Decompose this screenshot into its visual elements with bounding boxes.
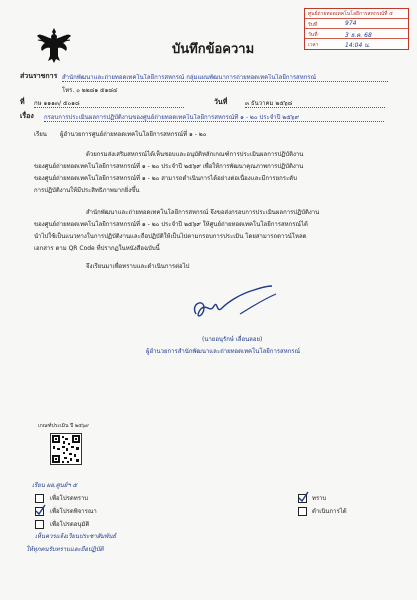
- p2-line-4: เอกสาร ตาม QR Code ที่ปรากฏในหนังสือฉบับนี้: [34, 245, 160, 252]
- option-consider: เพื่อโปรดพิจารณา: [50, 508, 97, 515]
- p2-line-2: ของศูนย์ถ่ายทอดเทคโนโลยีการสหกรณ์ที่ ๑ - ๒๐ ประจำปี ๒๕๖๙ ให้ศูนย์ถ่ายทอดเทคโนโลยีการสหกรณ์ได้: [34, 221, 308, 228]
- stamp-value-date: 3 ธ.ค. 68: [345, 32, 372, 39]
- option-noted: ทราบ: [312, 495, 327, 502]
- p2-line-3: นำไปใช้เป็นแนวทางในการปฏิบัติงานและถือปฏิบัติให้เป็นไปตามกรอบการประเมิน โดยสามารถดาวน์โหลด: [34, 233, 307, 240]
- stamp-value-received: 974: [345, 20, 357, 27]
- date-label: วันที่: [214, 98, 228, 106]
- routing-to: เรียน ผอ.ศูนย์ฯ ๕: [32, 482, 78, 489]
- signer-name: (นายอนุรักษ์ เลื่อนลอย): [202, 336, 263, 343]
- p1-line-1: ด้วยกรมส่งเสริมสหกรณ์ได้เห็นชอบและอนุมัติหลักเกณฑ์การประเมินผลการปฏิบัติงาน: [86, 151, 304, 158]
- stamp-label-received: รับที่: [308, 22, 318, 28]
- option-acknowledge: เพื่อโปรดทราบ: [50, 495, 89, 502]
- option-approve: เพื่อโปรดอนุมัติ: [50, 521, 90, 528]
- receipt-stamp: [304, 8, 409, 50]
- garuda-emblem-icon: [36, 26, 72, 64]
- stamp-org: ศูนย์ถ่ายทอดเทคโนโลยีการสหกรณ์ที่ ๕: [308, 11, 393, 17]
- memo-title: บันทึกข้อความ: [172, 42, 255, 57]
- checkbox-approve[interactable]: [35, 520, 44, 529]
- agency-value: สำนักพัฒนาและถ่ายทอดเทคโนโลยีการสหกรณ์ กลุ่มแผนพัฒนาการถ่ายทอดเทคโนโลยีการสหกรณ์: [62, 74, 388, 82]
- p2-line-1: สำนักพัฒนาและถ่ายทอดเทคโนโลยีการสหกรณ์ จึงขอส่งกรอบการประเมินผลการปฏิบัติงาน: [86, 209, 320, 216]
- handwritten-signature: [180, 284, 300, 334]
- option-proceed: ดำเนินการได้: [312, 508, 347, 515]
- agency-phone: โทร. ๐ ๒๒๘๑ ๕๑๘๔: [62, 87, 118, 94]
- subject-label: เรื่อง: [20, 112, 34, 120]
- routing-note-1: เห็นควรแจ้งเวียนประชาสัมพันธ์: [35, 533, 117, 540]
- check-mark-icon: [34, 504, 46, 516]
- p1-line-2: ของศูนย์ถ่ายทอดเทคโนโลยีการสหกรณ์ที่ ๑ - ๒๐ ประจำปี ๒๕๖๙ เพื่อให้การพัฒนาคุณภาพการปฏิบัติงาน: [34, 163, 304, 170]
- salutation-label: เรียน: [34, 131, 47, 138]
- check-mark-icon: [297, 491, 309, 503]
- stamp-label-date: วันที่: [308, 32, 318, 38]
- stamp-value-time: 14:04 น.: [345, 42, 371, 49]
- p1-line-4: การปฏิบัติงานให้มีประสิทธิภาพมากยิ่งขึ้น: [34, 187, 140, 194]
- signer-position: ผู้อำนวยการสำนักพัฒนาและถ่ายทอดเทคโนโลยีการสหกรณ์: [146, 348, 301, 355]
- p1-line-3: ของศูนย์ถ่ายทอดเทคโนโลยีการสหกรณ์ที่ ๑ - ๒๐ สามารถดำเนินการได้อย่างต่อเนื่องและมีการยกระดับ: [34, 175, 297, 182]
- date-value: ๓ ธันวาคม ๒๕๖๘: [245, 100, 385, 108]
- salutation-value: ผู้อำนวยการศูนย์ถ่ายทอดเทคโนโลยีการสหกรณ์ที่ ๑ - ๒๐: [60, 131, 207, 138]
- checkbox-proceed[interactable]: [298, 507, 307, 516]
- closing: จึงเรียนมาเพื่อทราบและดำเนินการต่อไป: [86, 263, 190, 270]
- qr-code-icon[interactable]: [50, 433, 82, 465]
- checkbox-acknowledge[interactable]: [35, 494, 44, 503]
- ref-label: ที่: [20, 98, 25, 106]
- routing-note-2: ให้ทุกคนรับทราบและถือปฏิบัติ: [26, 546, 104, 553]
- agency-label: ส่วนราชการ: [20, 72, 58, 80]
- ref-value: กษ ๑๑๑๓/ ๕๐๑๘: [34, 100, 184, 108]
- stamp-label-time: เวลา: [308, 42, 319, 48]
- qr-caption: เกณฑ์ประเมิน ปี ๒๕๖๙: [38, 423, 89, 429]
- subject-value: กรอบการประเมินผลการปฏิบัติงานของศูนย์ถ่ายทอดเทคโนโลยีการสหกรณ์ที่ ๑ - ๒๐ ประจำปี ๒๕๖๙: [44, 114, 384, 122]
